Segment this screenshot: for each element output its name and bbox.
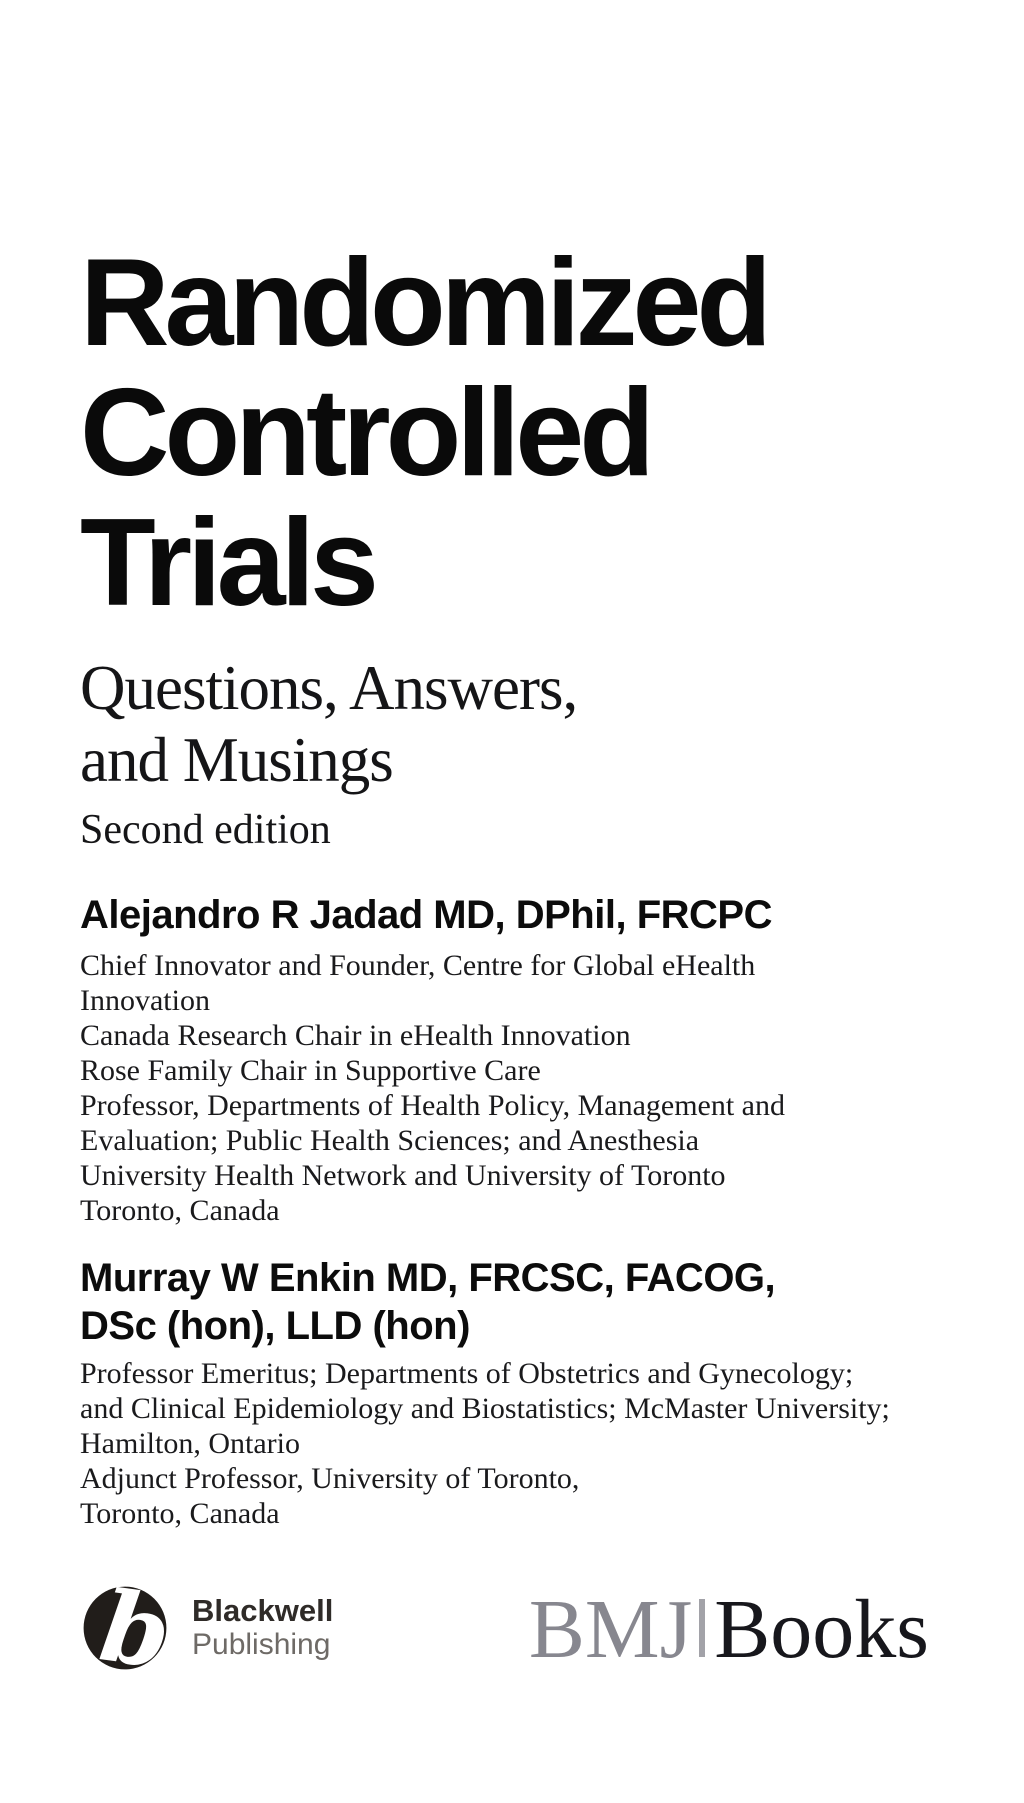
- affiliation-line: Rose Family Chair in Supportive Care: [80, 1054, 541, 1087]
- author-affiliation-second: [80, 1356, 960, 1531]
- affiliation-line: Innovation: [80, 984, 210, 1017]
- author-block-first: [80, 892, 960, 1228]
- svg-text:b: b: [93, 1568, 178, 1691]
- author-block-second: [80, 1254, 960, 1531]
- book-title-line: Controlled: [80, 364, 650, 502]
- author-name-second: [80, 1254, 960, 1350]
- affiliation-line: Adjunct Professor, University of Toronto,: [80, 1462, 580, 1495]
- blackwell-wordmark: [192, 1582, 333, 1662]
- author-name-line: DSc (hon), LLD (hon): [80, 1304, 470, 1348]
- affiliation-line: University Health Network and University of Toronto: [80, 1159, 726, 1192]
- affiliation-line: Evaluation; Public Health Sciences; and Anesthesia: [80, 1124, 700, 1157]
- bmj-divider-bar-icon: [699, 1599, 705, 1657]
- affiliation-line: Professor, Departments of Health Policy, Management and: [80, 1089, 785, 1122]
- edition-label: Second edition: [80, 807, 331, 853]
- blackwell-b-icon: [80, 1568, 178, 1691]
- bmj-books-imprint: Books: [714, 1583, 929, 1676]
- author-name-first: [80, 892, 960, 938]
- book-subtitle: [80, 652, 960, 796]
- bmj-wordmark: BMJ: [528, 1583, 693, 1676]
- affiliation-line: Toronto, Canada: [80, 1194, 280, 1227]
- affiliation-line: Professor Emeritus; Departments of Obstetrics and Gynecology;: [80, 1357, 854, 1390]
- book-title: [80, 234, 960, 632]
- affiliation-line: Canada Research Chair in eHealth Innovation: [80, 1019, 631, 1052]
- title-page-content: [80, 0, 960, 1531]
- book-title-line: Trials: [80, 494, 374, 632]
- book-subtitle-line: Questions, Answers,: [80, 653, 578, 723]
- book-title-line: Randomized: [80, 234, 768, 372]
- author-name-line: Alejandro R Jadad MD, DPhil, FRCPC: [80, 893, 772, 937]
- author-affiliation-first: [80, 948, 960, 1228]
- affiliation-line: and Clinical Epidemiology and Biostatistics; McMaster University;: [80, 1392, 890, 1425]
- blackwell-publishing-logo: [80, 1568, 334, 1691]
- affiliation-line: Toronto, Canada: [80, 1497, 280, 1530]
- book-subtitle-line: and Musings: [80, 725, 393, 795]
- author-name-line: Murray W Enkin MD, FRCSC, FACOG,: [80, 1256, 776, 1300]
- affiliation-line: Hamilton, Ontario: [80, 1427, 300, 1460]
- blackwell-name: Blackwell: [192, 1593, 334, 1628]
- publisher-logos: [80, 1568, 929, 1691]
- affiliation-line: Chief Innovator and Founder, Centre for Global eHealth: [80, 949, 756, 982]
- bmj-books-logo: [528, 1583, 929, 1676]
- blackwell-division: Publishing: [192, 1628, 331, 1661]
